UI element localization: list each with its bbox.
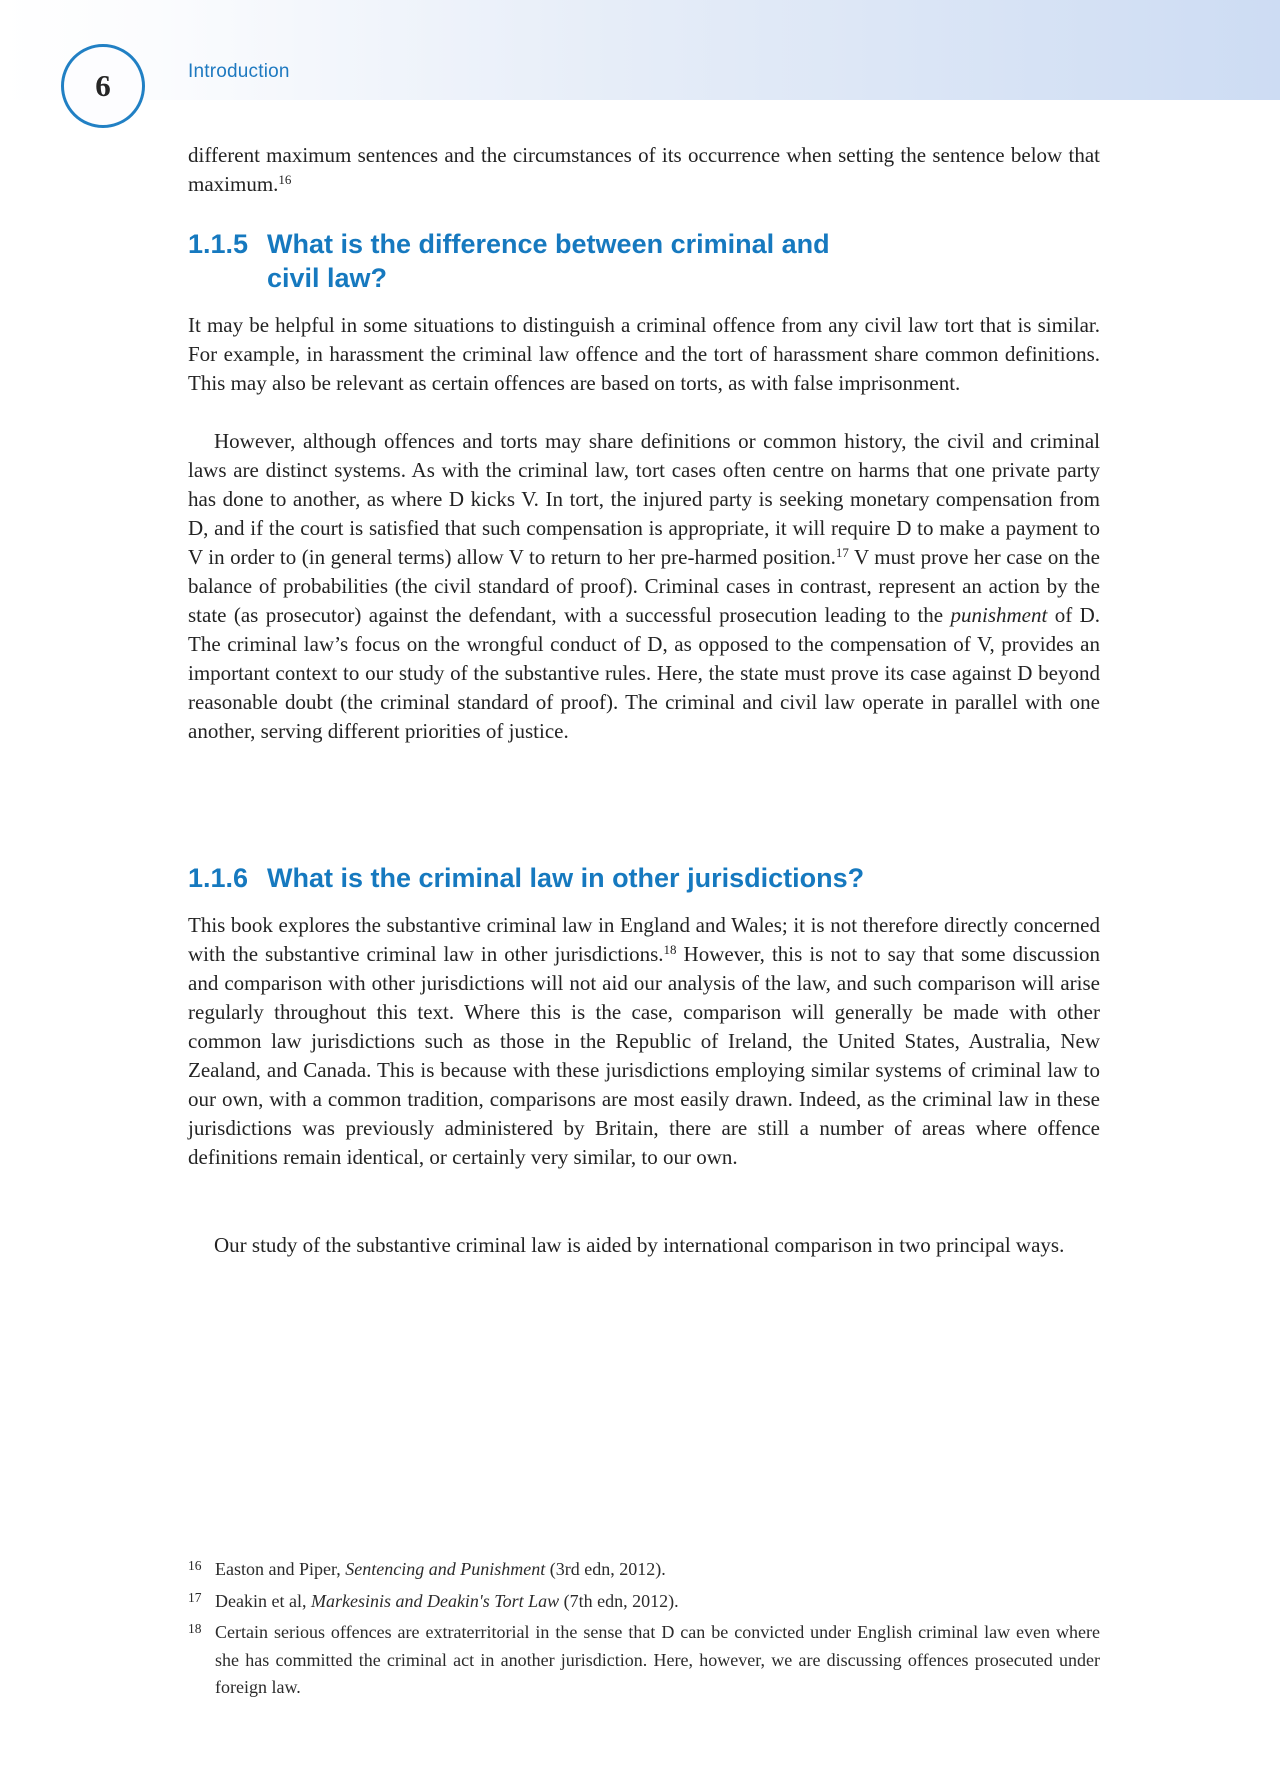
paragraph: Our study of the substantive criminal law is aided by international comparison in two principal ways. [214,1233,1065,1257]
page-number-badge [61,44,145,128]
header-gradient-band [0,0,1280,100]
footnote [188,1584,1100,1616]
paragraph: It may be helpful in some situations to distinguish a criminal offence from any civil law tort that is similar. For example, in harassment the criminal law offence and the tort of harassment share common definitions. This may also be relevant as certain offences are based on torts, as with false imprisonment. [188,313,1100,395]
paragraph-intro: different maximum sentences and the circumstances of its occurrence when setting the sentence below that maximum.$^{16}$ [188,143,1100,196]
section-heading-1-1-6 [188,861,1100,895]
paragraph: This book explores the substantive criminal law in England and Wales; it is not therefore directly concerned with the substantive criminal law in other jurisdictions.$^{18}$ However, this is not to say that some discussion and comparison with other jurisdictions will not aid our analysis of the law, and such comparison will arise regularly throughout this text. Where this is the case, comparison will generally be made with other common law jurisdictions such as those in the Republic of Ireland, the United States, Australia, New Zealand, and Canada. This is because with these jurisdictions employing similar systems of criminal law to our own, with a common tradition, comparisons are most easily drawn. Indeed, as the criminal law in these jurisdictions was previously administered by Britain, there are still a number of areas where offence definitions remain identical, or certainly very similar, to our own. [188,913,1100,1169]
footnote [188,1615,1100,1702]
footnote-text: Easton and Piper, Sentencing and Punishment (3rd edn, 2012). [215,1559,666,1579]
footnote-text: Deakin et al, Markesinis and Deakin's Tort Law (7th edn, 2012). [215,1590,679,1611]
section-number: 1.1.5 [188,229,249,259]
section-title-line-1: What is the difference between criminal and [267,229,830,259]
section-title: What is the criminal law in other jurisdictions? [267,863,865,893]
footnotes [188,1552,1100,1702]
section-title-line-2: civil law? [267,263,388,293]
footnote-number: 17 [188,1589,202,1605]
running-header-title: Introduction [188,61,290,82]
page-number: 6 [95,68,111,103]
footnote-text: Certain serious offences are extraterritorial in the sense that D can be convicted under English criminal law even where she has committed the criminal act in another jurisdiction. Here, however, we are discussing offences prosecuted under foreign law. [215,1622,1100,1697]
paragraph: However, although offences and torts may share definitions or common history, the civil and criminal laws are distinct systems. As with the criminal law, tort cases often centre on harms that one private party has done to another, as where D kicks V. In tort, the injured party is seeking monetary compensation from D, and if the court is satisfied that such compensation is appropriate, it will require D to make a payment to V in order to (in general terms) allow V to return to her pre-harmed position.$^{17}$ V must prove her case on the balance of probabilities (the civil standard of proof). Criminal cases in contrast, represent an action by the state (as prosecutor) against the defendant, with a successful prosecution leading to the punishment of D. The criminal law’s focus on the wrongful conduct of D, as opposed to the compensation of V, provides an important context to our study of the substantive rules. Here, the state must prove its case against D beyond reasonable doubt (the criminal standard of proof). The criminal and civil law operate in parallel with one another, serving different priorities of justice. [188,429,1100,743]
footnote-number: 16 [188,1558,202,1573]
footnote [188,1552,1100,1584]
section-heading-1-1-5 [188,227,1100,295]
footnote-number: 18 [188,1621,202,1636]
section-title [267,227,1100,295]
section-number: 1.1.6 [188,863,249,893]
